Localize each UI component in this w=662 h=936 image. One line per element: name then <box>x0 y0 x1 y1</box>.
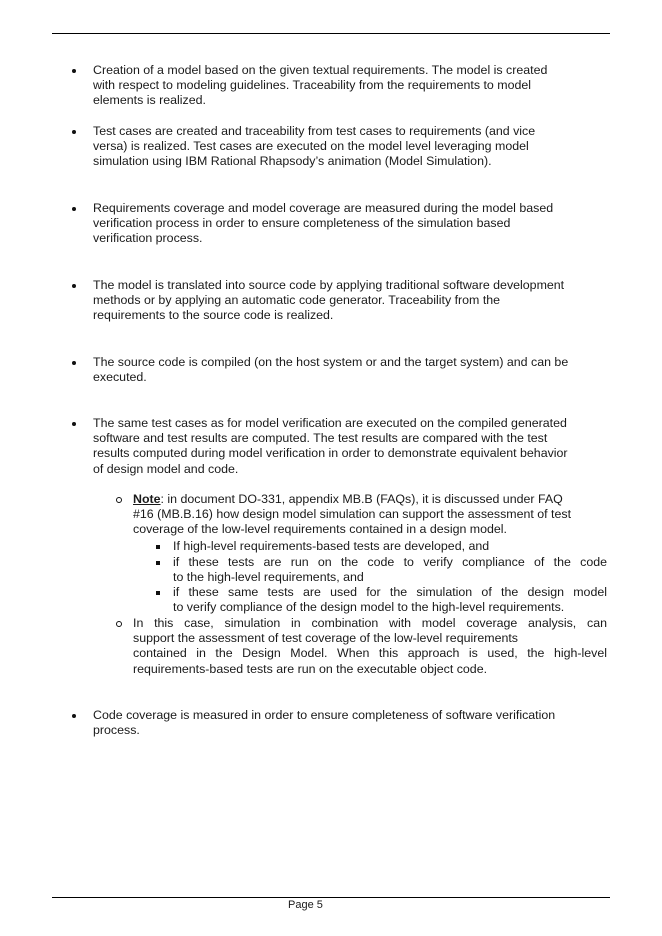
bullet-item-test-cases <box>93 124 607 170</box>
bullet-dot-icon <box>72 207 76 211</box>
bullet-line: software and test results are computed. The test results are compared with the test <box>93 431 548 446</box>
bullet-dot-icon <box>72 714 76 718</box>
condition-line: if these same tests are used for the simulation of the design model <box>173 585 607 599</box>
square-bullet-icon <box>156 591 160 595</box>
condition-line: if these tests are run on the code to verify compliance of the code <box>173 555 607 569</box>
note-line: coverage of the low-level requirements contained in a design model. <box>133 522 508 537</box>
bullet-line: The same test cases as for model verification are executed on the compiled generated <box>93 416 567 430</box>
square-bullet-icon <box>156 545 160 549</box>
bullet-dot-icon <box>72 361 76 365</box>
bullet-line: of design model and code. <box>93 461 239 476</box>
note-line: #16 (MB.B.16) how design model simulation can support the assessment of test <box>133 507 572 522</box>
bullet-dot-icon <box>72 422 76 426</box>
condition-item-simulation <box>173 585 607 615</box>
circle-bullet-icon <box>116 621 122 627</box>
case-line: In this case, simulation in combination with model coverage analysis, can <box>133 616 607 630</box>
bullet-dot-icon <box>72 130 76 134</box>
bullet-line: Code coverage is measured in order to ensure completeness of software verification <box>93 708 556 722</box>
bullet-line: elements is realized. <box>93 93 206 108</box>
bullet-line: methods or by applying an automatic code generator. Traceability from the <box>93 293 501 308</box>
condition-item-run-on-code <box>173 555 607 585</box>
condition-line: to verify compliance of the design model to the high-level requirements. <box>173 600 565 615</box>
condition-line: If high-level requirements-based tests are developed, and <box>173 539 490 553</box>
sub-item-in-this-case <box>133 616 607 677</box>
bullet-line: Creation of a model based on the given textual requirements. The model is created <box>93 63 548 77</box>
case-line: contained in the Design Model. When this approach is used, the high-level <box>133 646 607 661</box>
bullet-line: verification process. <box>93 231 203 246</box>
bullet-line: with respect to modeling guidelines. Traceability from the requirements to model <box>93 78 532 93</box>
page-number: Page 5 <box>288 899 323 911</box>
bullet-line: versa) is realized. Test cases are executed on the model level leveraging model <box>93 139 529 154</box>
bullet-line: Test cases are created and traceability from test cases to requirements (and vice <box>93 124 536 138</box>
condition-line: to the high-level requirements, and <box>173 570 364 585</box>
bullet-line: requirements to the source code is realized. <box>93 308 334 323</box>
bullet-item-coverage <box>93 201 607 247</box>
bullet-item-code-coverage <box>93 708 607 738</box>
condition-item-hl-tests <box>173 539 607 554</box>
header-rule <box>52 33 610 34</box>
bullet-dot-icon <box>72 284 76 288</box>
case-line: support the assessment of test coverage of the low-level requirements <box>133 631 518 646</box>
bullet-item-equivalence-tests <box>93 416 607 477</box>
case-line: requirements-based tests are run on the executable object code. <box>133 661 488 676</box>
bullet-dot-icon <box>72 69 76 73</box>
square-bullet-icon <box>156 561 160 565</box>
bullet-line: verification process in order to ensure completeness of the simulation based <box>93 216 511 231</box>
bullet-line: The model is translated into source code by applying traditional software development <box>93 278 565 292</box>
note-line: : in document DO-331, appendix MB.B (FAQs), it is discussed under FAQ <box>160 492 563 506</box>
bullet-line: executed. <box>93 370 147 385</box>
bullet-line: results computed during model verification in order to demonstrate equivalent behavior <box>93 446 568 461</box>
bullet-line: simulation using IBM Rational Rhapsody’s animation (Model Simulation). <box>93 154 492 169</box>
sub-item-note <box>133 492 607 538</box>
circle-bullet-icon <box>116 497 122 503</box>
bullet-item-model-creation <box>93 63 607 109</box>
footer-rule <box>52 897 610 898</box>
bullet-line: Requirements coverage and model coverage are measured during the model based <box>93 201 554 215</box>
bullet-item-code-translation <box>93 278 607 324</box>
note-label: Note <box>133 492 161 506</box>
bullet-line: process. <box>93 723 140 738</box>
bullet-item-compilation <box>93 355 607 385</box>
bullet-line: The source code is compiled (on the host system or and the target system) and can be <box>93 355 569 369</box>
